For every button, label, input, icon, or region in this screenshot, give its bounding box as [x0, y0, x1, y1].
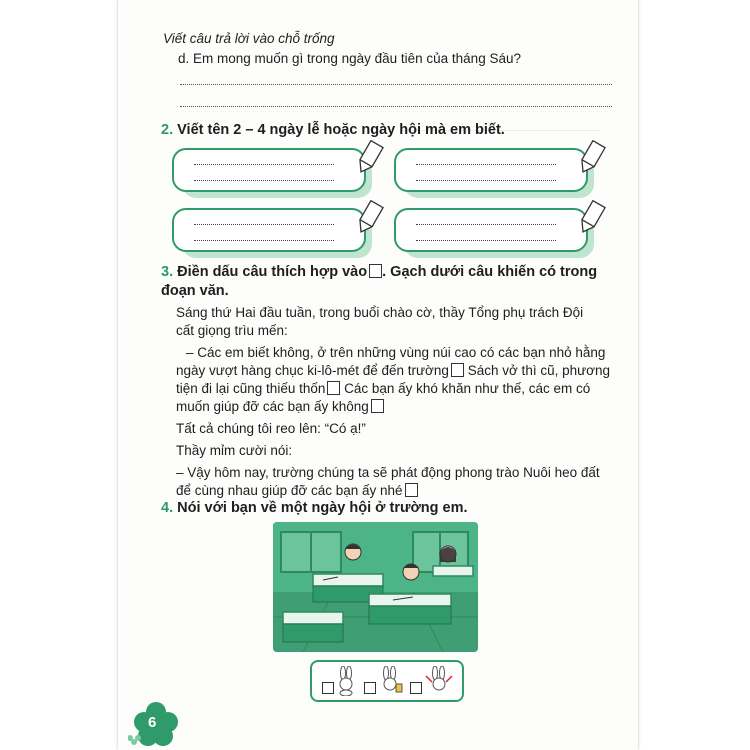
paragraph-2-line-3 [176, 380, 590, 398]
card-line[interactable] [416, 224, 556, 225]
answer-line-1[interactable] [180, 84, 612, 85]
card-line[interactable] [194, 224, 334, 225]
holiday-card-1[interactable] [172, 148, 377, 198]
section-3-title-part2: . Gạch dưới câu khiến có trong [382, 264, 598, 280]
paragraph-2-line-4-text: muốn giúp đỡ các bạn ấy không [176, 399, 369, 414]
punctuation-box-sample [369, 264, 382, 278]
paragraph-2-line-2-text: ngày vượt hàng chục ki-lô-mét để đến trường [176, 363, 449, 378]
section-3-title-part1: Điền dấu câu thích hợp vào [177, 264, 368, 280]
paragraph-3: Tất cả chúng tôi reo lên: “Có ạ!” [176, 421, 366, 436]
answer-line-2[interactable] [180, 106, 612, 107]
section-2-title: Viết tên 2 – 4 ngày lễ hoặc ngày hội mà em biết. [177, 122, 505, 138]
question-d: d. Em mong muốn gì trong ngày đầu tiên của tháng Sáu? [178, 51, 521, 66]
paragraph-1-line-2: cất giọng trìu mến: [176, 323, 288, 338]
paragraph-2-line-3-text: tiện đi lại cũng thiếu thốn [176, 381, 326, 396]
card-line[interactable] [194, 180, 334, 181]
section-3-heading [161, 264, 597, 280]
section-4-heading [161, 500, 468, 516]
holiday-card-3[interactable] [172, 208, 377, 258]
self-assessment-strip [310, 660, 464, 702]
card-line[interactable] [194, 164, 334, 165]
section-2-number: 2. [161, 122, 174, 138]
paragraph-1-line-1: Sáng thứ Hai đầu tuần, trong buổi chào cờ, thầy Tổng phụ trách Đội [176, 305, 584, 320]
pencil-icon [576, 200, 606, 236]
card-frame [394, 148, 588, 192]
rabbit-icon [336, 666, 356, 696]
punctuation-box-2[interactable] [327, 381, 340, 395]
card-line[interactable] [416, 180, 556, 181]
punctuation-box-3[interactable] [371, 399, 384, 413]
paragraph-5-line-1: – Vậy hôm nay, trường chúng ta sẽ phát động phong trào Nuôi heo đất [176, 465, 600, 480]
card-frame [172, 148, 366, 192]
paragraph-2-line-2b-text: Sách vở thì cũ, phương [467, 363, 611, 378]
paragraph-5-line-2 [176, 482, 418, 500]
paragraph-2-line-3b-text: Các bạn ấy khó khăn như thế, các em có [344, 381, 591, 396]
page-number: 6 [148, 714, 157, 731]
pencil-icon [576, 140, 606, 176]
instruction-text: Viết câu trả lời vào chỗ trống [163, 31, 335, 46]
punctuation-box-4[interactable] [405, 483, 418, 497]
card-line[interactable] [194, 240, 334, 241]
section-4-title: Nói với bạn về một ngày hội ở trường em. [177, 500, 468, 516]
assessment-checkbox-1[interactable] [322, 682, 334, 694]
card-frame [172, 208, 366, 252]
paragraph-2-line-2 [176, 362, 610, 380]
card-frame [394, 208, 588, 252]
punctuation-box-1[interactable] [451, 363, 464, 377]
pencil-icon [354, 140, 384, 176]
section-3-heading-line2: đoạn văn. [161, 283, 229, 299]
rabbit-icon [378, 666, 404, 696]
pencil-icon [354, 200, 384, 236]
section-2-heading [161, 122, 505, 138]
paragraph-2-line-1: – Các em biết không, ở trên những vùng núi cao có các bạn nhỏ hằng [186, 345, 606, 360]
paragraph-5-line-2-text: để cùng nhau giúp đỡ các bạn ấy nhé [176, 483, 403, 498]
classroom-illustration [273, 522, 478, 652]
holiday-card-4[interactable] [394, 208, 599, 258]
assessment-checkbox-3[interactable] [410, 682, 422, 694]
paragraph-4: Thầy mỉm cười nói: [176, 443, 293, 458]
assessment-checkbox-2[interactable] [364, 682, 376, 694]
card-line[interactable] [416, 164, 556, 165]
holiday-card-2[interactable] [394, 148, 599, 198]
paragraph-2-line-4 [176, 398, 384, 416]
rabbit-icon [424, 666, 454, 696]
section-4-number: 4. [161, 500, 174, 516]
section-3-number: 3. [161, 264, 174, 280]
classroom-scene [273, 522, 478, 652]
card-line[interactable] [416, 240, 556, 241]
